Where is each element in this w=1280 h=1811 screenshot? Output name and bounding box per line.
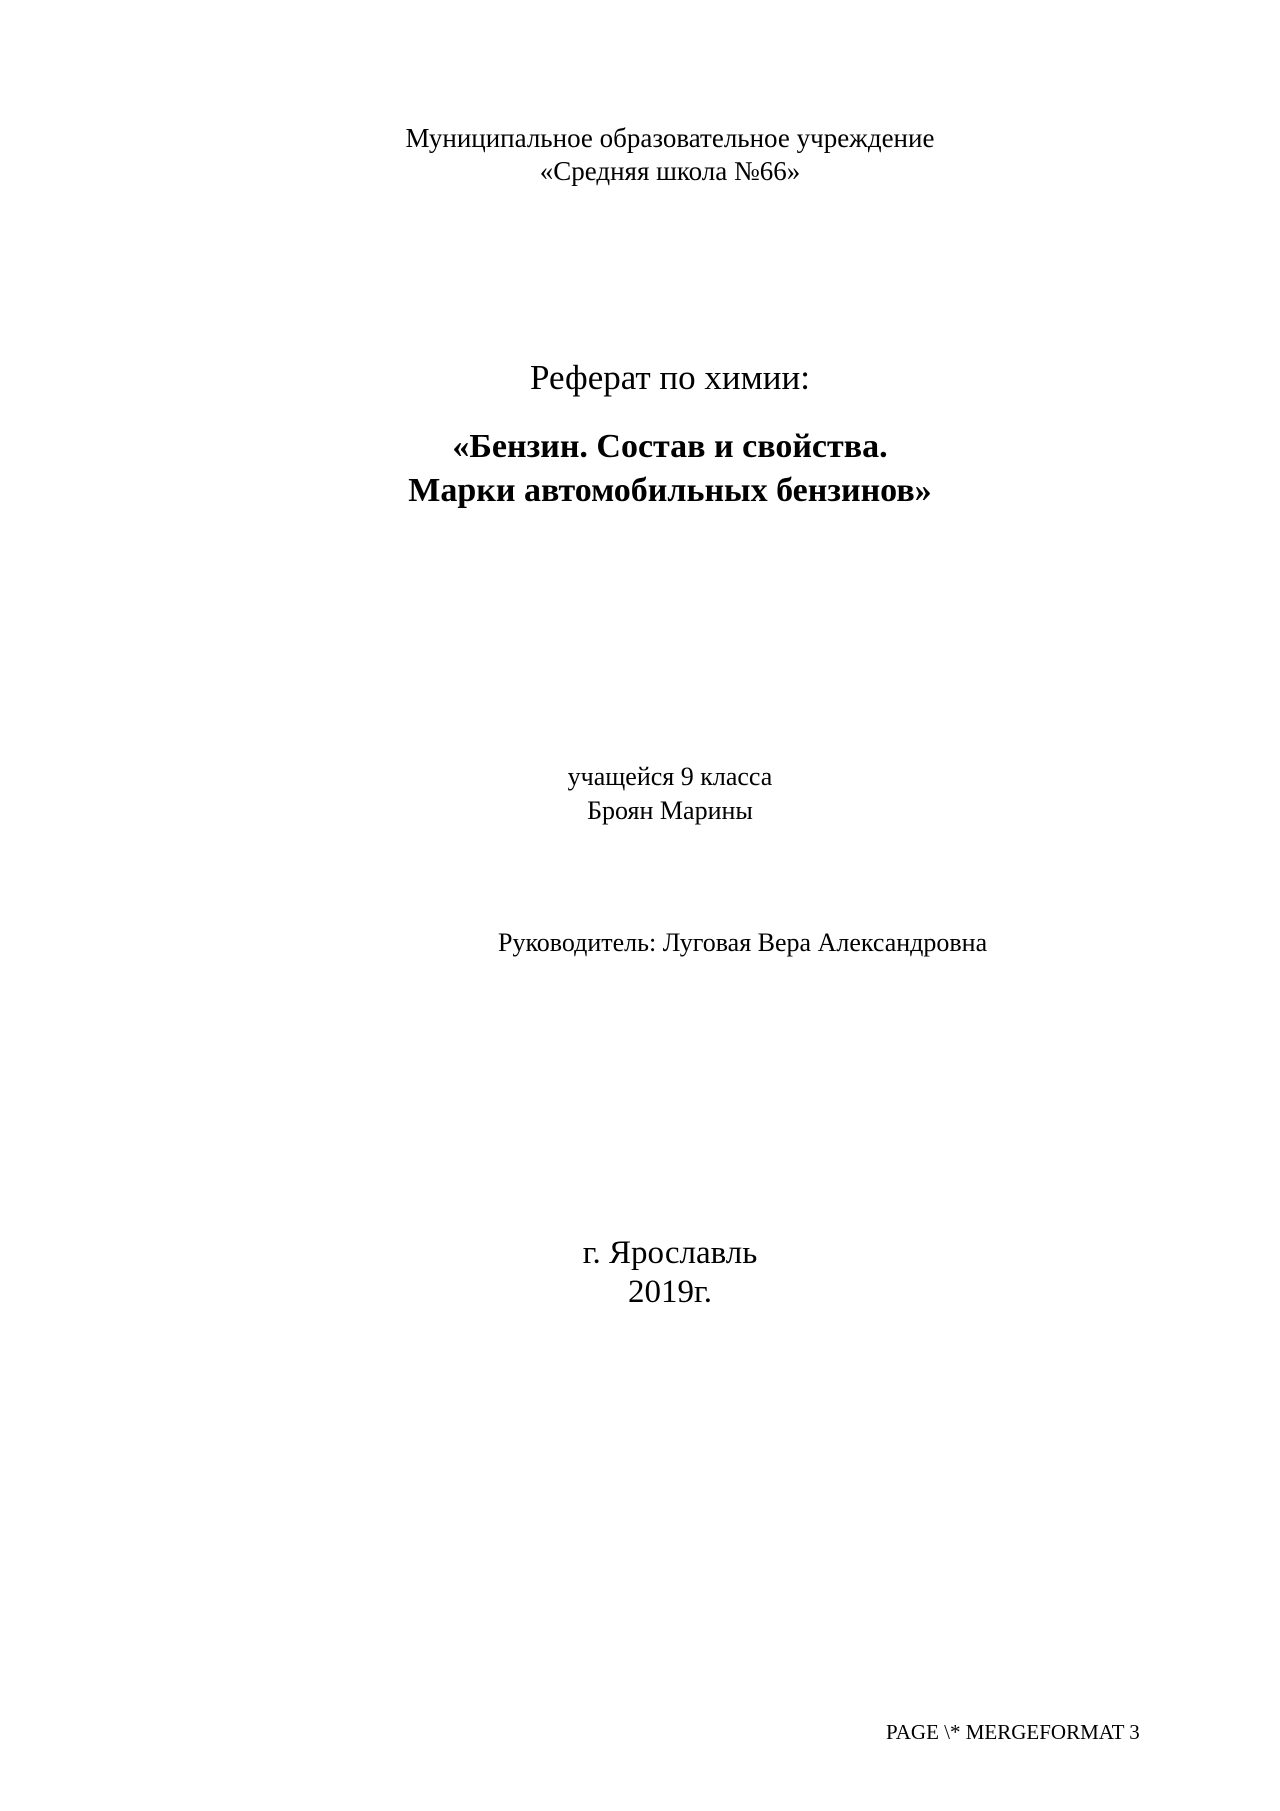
page-number-field: PAGE \* MERGEFORMAT 3	[886, 1720, 1140, 1744]
institution-header	[370, 122, 970, 188]
author-name: Броян Марины	[587, 796, 753, 825]
author-info	[470, 760, 870, 828]
city-name: г. Ярославль	[582, 1235, 758, 1271]
report-title-line-1: «Бензин. Состав и свойства.	[452, 428, 888, 465]
report-type-heading: Реферат по химии:	[530, 358, 810, 397]
school-name: «Средняя школа №66»	[539, 156, 801, 186]
institution-name: Муниципальное образовательное учреждение	[405, 123, 935, 153]
place-and-year	[470, 1234, 870, 1312]
report-title-line-2: Марки автомобильных бензинов»	[408, 472, 932, 509]
supervisor-info: Руководитель: Луговая Вера Александровна	[498, 928, 988, 957]
report-title	[340, 425, 1000, 513]
year-label: 2019г.	[627, 1274, 713, 1310]
author-class: учащейся 9 класса	[567, 762, 773, 791]
